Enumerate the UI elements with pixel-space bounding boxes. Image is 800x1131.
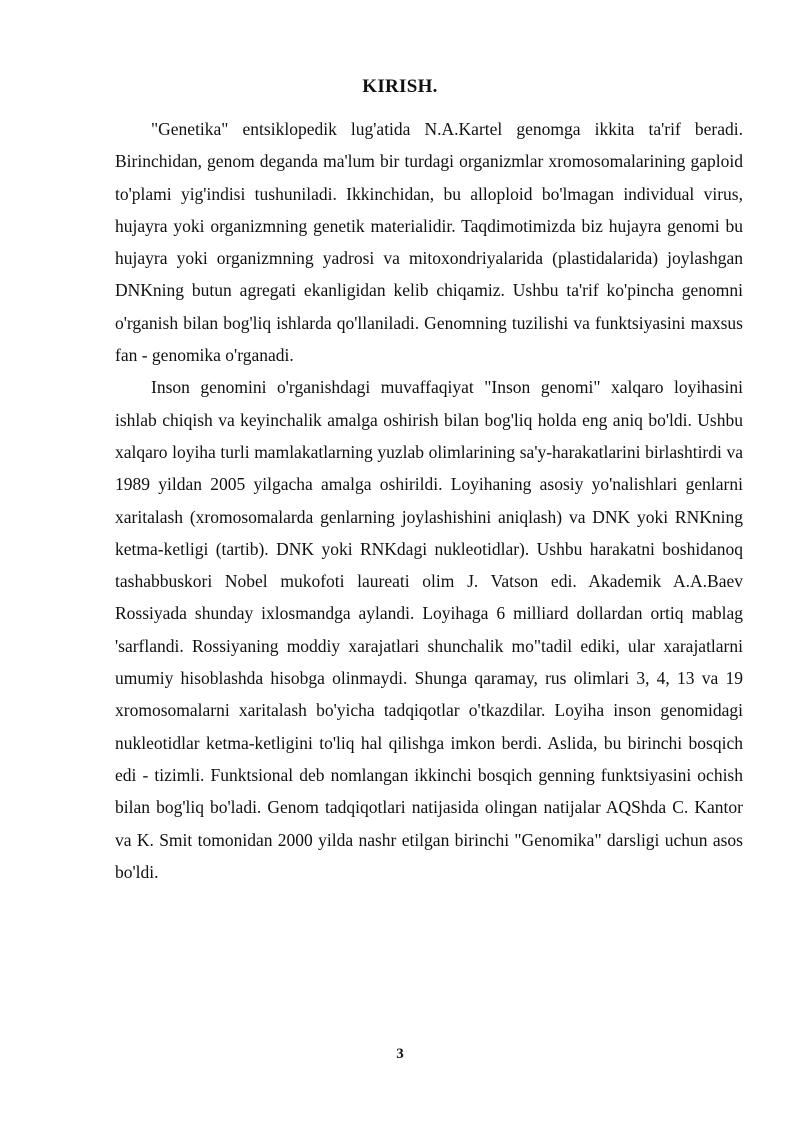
paragraph-2: Inson genomini o'rganishdagi muvaffaqiyat "Inson genomi" xalqaro loyihasini ishlab chiqish va keyinchalik amalga oshirish bilan bog'liq holda eng aniq bo'ldi. Ushbu xalqaro loyiha turli mamlakatlarning yuzlab olimlarining sa'y-harakatlarini birlashtirdi va 1989 yildan 2005 yilgacha amalga oshirildi. Loyihaning asosiy yo'nalishlari genlarni xaritalash (xromosomalarda genlarning joylashishini aniqlash) va DNK yoki RNKning ketma-ketligi (tartib). DNK yoki RNKdagi nukleotidlar). Ushbu harakatni boshidanoq tashabbuskori Nobel mukofoti laureati olim J. Vatson edi. Akademik A.A.Baev Rossiyada shunday ixlosmandga aylandi. Loyihaga 6 milliard dollardan ortiq mablag 'sarflandi. Rossiyaning moddiy xarajatlari shunchalik mo"tadil ediki, ular xarajatlarni umumiy hisoblashda hisobga olinmaydi. Shunga qaramay, rus olimlari 3, 4, 13 va 19 xromosomalarni xaritalash bo'yicha tadqiqotlar o'tkazdilar. Loyiha inson genomidagi nukleotidlar ketma-ketligini to'liq hal qilishga imkon berdi. Aslida, bu birinchi bosqich edi - tizimli. Funktsional deb nomlangan ikkinchi bosqich genning funktsiyasini ochish bilan bog'liq bo'ladi. Genom tadqiqotlari natijasida olingan natijalar AQShda C. Kantor va K. Smit tomonidan 2000 yilda nashr etilgan birinchi "Genomika" darsligi uchun asos bo'ldi.: [115, 377, 743, 882]
page-number: 3: [396, 1046, 404, 1062]
paragraph-1: "Genetika" entsiklopedik lug'atida N.A.Kartel genomga ikkita ta'rif beradi. Birinchidan, genom deganda ma'lum bir turdagi organizmlar xromosomalarining gaploid to'plami yig'indisi tushuniladi. Ikkinchidan, bu alloploid bo'lmagan individual virus, hujayra yoki organizmning genetik materialidir. Taqdimotimizda biz hujayra genomi bu hujayra yoki organizmning yadrosi va mitoxondriyalarida (plastidalarida) joylashgan DNKning butun agregati ekanligidan kelib chiqamiz. Ushbu ta'rif ko'pincha genomni o'rganish bilan bog'liq ishlarda qo'llaniladi. Genomning tuzilishi va funktsiyasini maxsus fan - genomika o'rganadi.: [115, 119, 743, 366]
body-text: [115, 113, 743, 888]
page-title: KIRISH.: [362, 76, 438, 97]
